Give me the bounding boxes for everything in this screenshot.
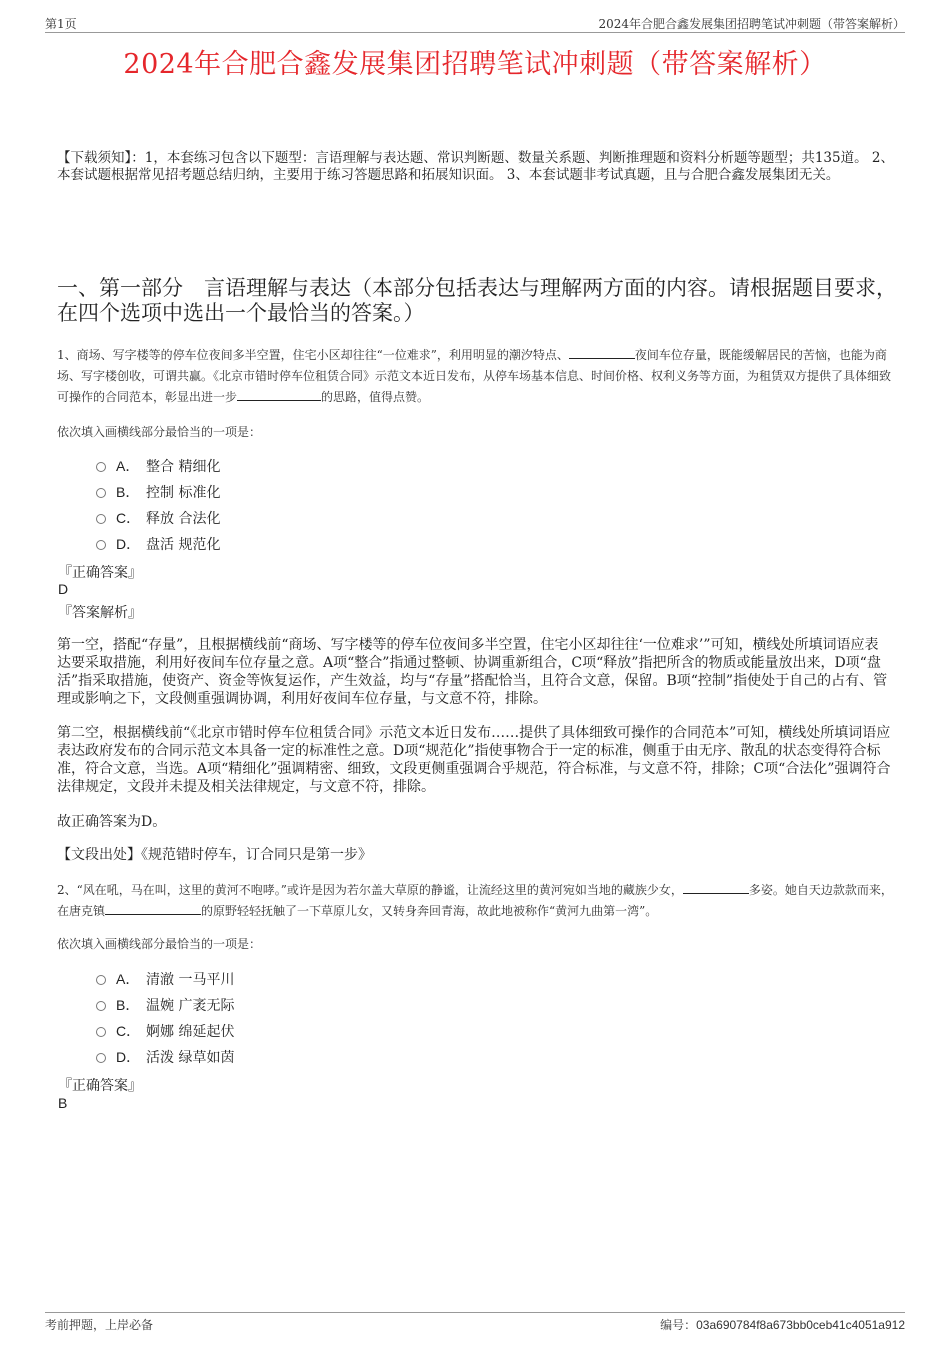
radio-icon[interactable]	[96, 514, 106, 524]
document-title: 2024年合肥合鑫发展集团招聘笔试冲刺题（带答案解析）	[123, 49, 827, 80]
blank-1	[683, 880, 749, 894]
correct-answer-label: 『正确答案』	[58, 1078, 142, 1094]
section-heading: 一、第一部分 言语理解与表达（本部分包括表达与理解两方面的内容。请根据题目要求，在四个选项中选出一个最恰当的答案。）	[57, 276, 897, 325]
radio-icon[interactable]	[96, 488, 106, 498]
correct-answer-label: 『正确答案』	[58, 565, 142, 581]
option-a[interactable]: A． 清澈 一马平川	[96, 966, 234, 992]
blank-2	[237, 387, 321, 401]
question-2-prompt: 依次填入画横线部分最恰当的一项是：	[57, 937, 262, 951]
explanation-paragraph-1: 第一空，搭配“存量”，且根据横线前“商场、写字楼等的停车位夜间多半空置，住宅小区却往往‘一位难求’”可知，横线处所填词语应表达要采取措施，利用好夜间车位存量之意。A项“整合”指通过整顿、协调重新组合，C项“释放”指把所含的物质或能量放出来，D项“盘活”指采取措施，使资产、资金等恢复运作，产生效益，均与“存量”搭配恰当，且符合文意，保留。B项“控制”指使处于自己的占有、管理或影响之下，文段侧重强调协调，利用好夜间车位存量，与文意不符，排除。	[57, 637, 888, 707]
explanation-label: 『答案解析』	[58, 605, 142, 621]
correct-answer: B	[58, 1095, 68, 1111]
explanation-conclusion: 故正确答案为D。	[57, 814, 167, 830]
option-d[interactable]: D． 盘活 规范化	[96, 531, 220, 557]
header-doc-title: 2024年合肥合鑫发展集团招聘笔试冲刺题（带答案解析）	[598, 17, 905, 31]
question-1-options	[96, 453, 220, 557]
option-a[interactable]: A． 整合 精细化	[96, 453, 220, 479]
document-code: 编号：03a690784f8a673bb0ceb41c4051a912	[660, 1318, 905, 1332]
page-header	[45, 12, 905, 33]
page-number: 第1页	[45, 17, 77, 31]
option-b[interactable]: B． 温婉 广袤无际	[96, 992, 234, 1018]
option-c[interactable]: C． 婀娜 绵延起伏	[96, 1018, 234, 1044]
correct-answer: D	[58, 581, 69, 597]
blank-1	[569, 345, 635, 359]
blank-2	[105, 901, 201, 915]
question-2-stem: 2、“风在吼，马在叫，这里的黄河不咆哮。”或许是因为若尔盖大草原的静谧，让流经这里的黄河宛如当地的藏族少女， 多姿。她自天边款款而来，在唐克镇 的原野轻轻抚触了一下草原儿女，又转身奔回青海，故此地被称作“黄河九曲第一湾”。	[57, 880, 902, 922]
download-notice: 【下载须知】：1，本套练习包含以下题型：言语理解与表达题、常识判断题、数量关系题、判断推理题和资料分析题等题型；共135道。 2、本套试题根据常见招考题总结归纳，主要用于练习答题思路和拓展知识面。 3、本套试题非考试真题，且与合肥合鑫发展集团无关。	[57, 150, 894, 183]
question-2-options	[96, 966, 234, 1070]
radio-icon[interactable]	[96, 462, 106, 472]
radio-icon[interactable]	[96, 540, 106, 550]
radio-icon[interactable]	[96, 1053, 106, 1063]
question-1-stem: 1、商场、写字楼等的停车位夜间多半空置，住宅小区却往往“一位难求”，利用明显的潮汐特点、 夜间车位存量，既能缓解居民的苦恼，也能为商场、写字楼创收，可谓共赢。《北京市错时停车位租赁合同》示范文本近日发布，从停车场基本信息、时间价格、权利义务等方面，为租赁双方提供了具体细致可操作的合同范本，彰显出进一步 的思路，值得点赞。	[57, 345, 902, 408]
question-1-prompt: 依次填入画横线部分最恰当的一项是：	[57, 425, 262, 439]
option-b[interactable]: B． 控制 标准化	[96, 479, 220, 505]
explanation-paragraph-2: 第二空，根据横线前“《北京市错时停车位租赁合同》示范文本近日发布……提供了具体细致可操作的合同范本”可知，横线处所填词语应表达政府发布的合同示范文本具备一定的标准性之意。D项“规范化”指使事物合于一定的标准，侧重于由无序、散乱的状态变得符合标准，符合文意，当选。A项“精细化”强调精密、细致，文段更侧重强调合乎规范，符合标准，与文意不符，排除；C项“合法化”强调符合法律规定，文段并未提及相关法律规定，与文意不符，排除。	[57, 725, 891, 795]
option-c[interactable]: C． 释放 合法化	[96, 505, 220, 531]
radio-icon[interactable]	[96, 1027, 106, 1037]
page-footer	[45, 1312, 905, 1333]
footer-slogan: 考前押题，上岸必备	[45, 1318, 154, 1332]
radio-icon[interactable]	[96, 975, 106, 985]
passage-source: 【文段出处】《规范错时停车，订合同只是第一步》	[57, 847, 372, 863]
option-d[interactable]: D． 活泼 绿草如茵	[96, 1044, 234, 1070]
radio-icon[interactable]	[96, 1001, 106, 1011]
